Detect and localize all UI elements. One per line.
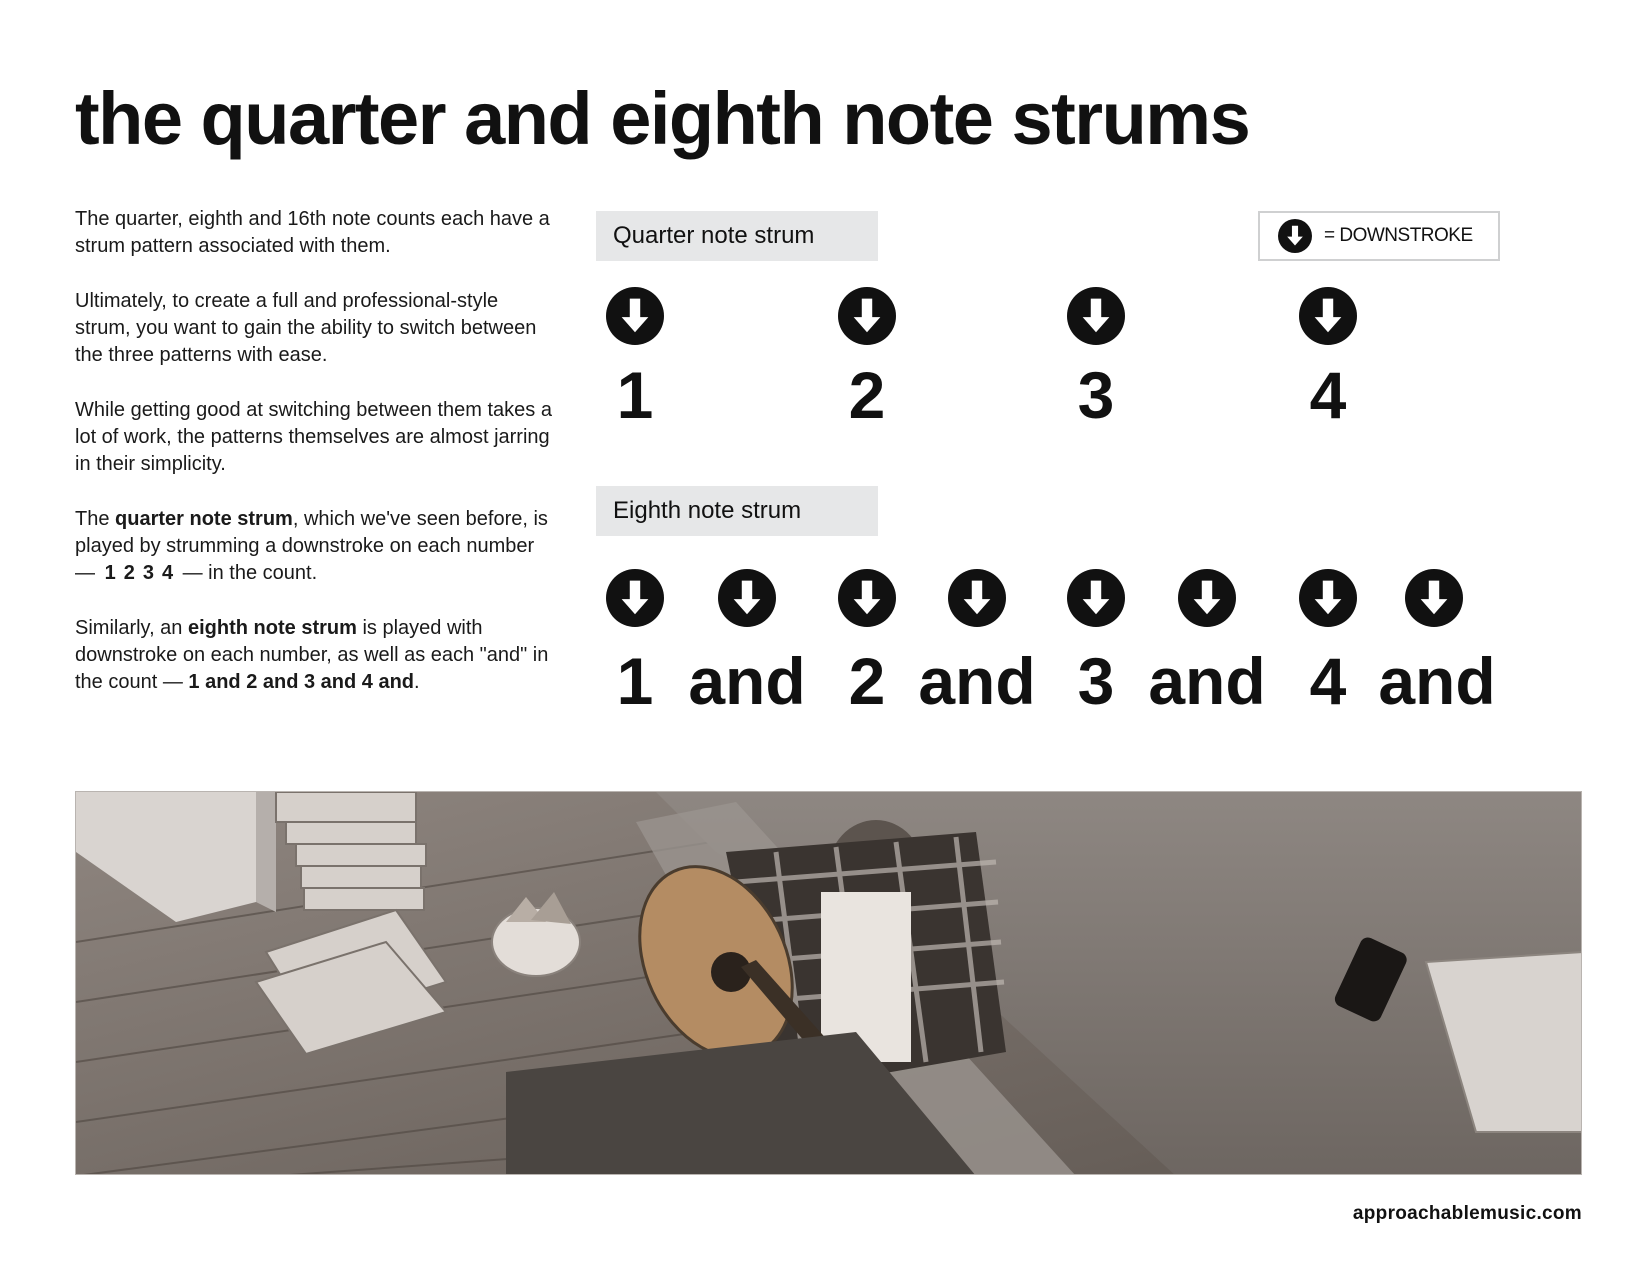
bold-term-quarter: quarter note strum bbox=[115, 508, 293, 530]
downstroke-arrow-icon bbox=[718, 569, 776, 627]
quarter-count-3: 3 bbox=[1077, 358, 1115, 432]
downstroke-arrow-icon bbox=[838, 287, 896, 345]
bold-term-eighth: eighth note strum bbox=[188, 617, 357, 639]
intro-paragraph-2: Ultimately, to create a full and professional-style strum, you want to gain the ability to switch between the three patterns with ease. bbox=[75, 290, 537, 366]
intro-paragraph-3: While getting good at switching between them takes a lot of work, the patterns themselves are almost jarring in their simplicity. bbox=[75, 399, 552, 475]
intro-text bbox=[75, 206, 555, 724]
downstroke-arrow-icon bbox=[1178, 569, 1236, 627]
eighth-count-1: 1 bbox=[616, 644, 654, 718]
inline-count: 4 bbox=[161, 562, 174, 584]
eighth-count-4: 4 bbox=[1309, 644, 1347, 718]
eighth-count-and: and bbox=[1378, 644, 1496, 718]
eighth-count-3: 3 bbox=[1077, 644, 1115, 718]
intro-paragraph-1: The quarter, eighth and 16th note counts each have a strum pattern associated with them. bbox=[75, 208, 550, 257]
text-run: Similarly, an bbox=[75, 617, 188, 639]
intro-paragraph-5 bbox=[75, 615, 555, 696]
eighth-count-and: and bbox=[1148, 644, 1266, 718]
text-run: The bbox=[75, 508, 116, 530]
text-run: is played with downstroke on each number, as well as each "and" in the count — bbox=[75, 617, 549, 693]
inline-count: 2 bbox=[123, 562, 135, 584]
inline-count: 1 bbox=[104, 562, 116, 584]
downstroke-arrow-icon bbox=[1067, 287, 1125, 345]
intro-paragraph-4 bbox=[75, 506, 555, 587]
text-run: . bbox=[414, 671, 420, 693]
eighth-note-label: Eighth note strum bbox=[596, 486, 878, 536]
legend-text: = DOWNSTROKE bbox=[1324, 225, 1473, 246]
eighth-count-2: 2 bbox=[848, 644, 886, 718]
quarter-count-2: 2 bbox=[848, 358, 886, 432]
downstroke-arrow-icon bbox=[606, 287, 664, 345]
page-title: the quarter and eighth note strums bbox=[75, 77, 1250, 160]
inline-count: 3 bbox=[142, 562, 154, 584]
bold-count-eighth: 1 and 2 and 3 and 4 and bbox=[188, 671, 415, 693]
guitar-player-photo bbox=[75, 791, 1582, 1175]
text-run: — in the count. bbox=[182, 562, 318, 584]
downstroke-arrow-icon bbox=[1299, 287, 1357, 345]
downstroke-arrow-icon bbox=[606, 569, 664, 627]
eighth-count-and: and bbox=[918, 644, 1036, 718]
text-run: , which we've seen before, is played by strumming a downstroke on each number — bbox=[75, 508, 548, 584]
quarter-count-4: 4 bbox=[1309, 358, 1347, 432]
eighth-count-and: and bbox=[688, 644, 806, 718]
downstroke-arrow-icon bbox=[1278, 219, 1312, 253]
downstroke-legend bbox=[1258, 211, 1500, 261]
quarter-note-label: Quarter note strum bbox=[596, 211, 878, 261]
downstroke-arrow-icon bbox=[1067, 569, 1125, 627]
downstroke-arrow-icon bbox=[1299, 569, 1357, 627]
quarter-count-1: 1 bbox=[616, 358, 654, 432]
downstroke-arrow-icon bbox=[838, 569, 896, 627]
downstroke-arrow-icon bbox=[948, 569, 1006, 627]
downstroke-arrow-icon bbox=[1405, 569, 1463, 627]
footer-url: approachablemusic.com bbox=[1352, 1203, 1582, 1224]
